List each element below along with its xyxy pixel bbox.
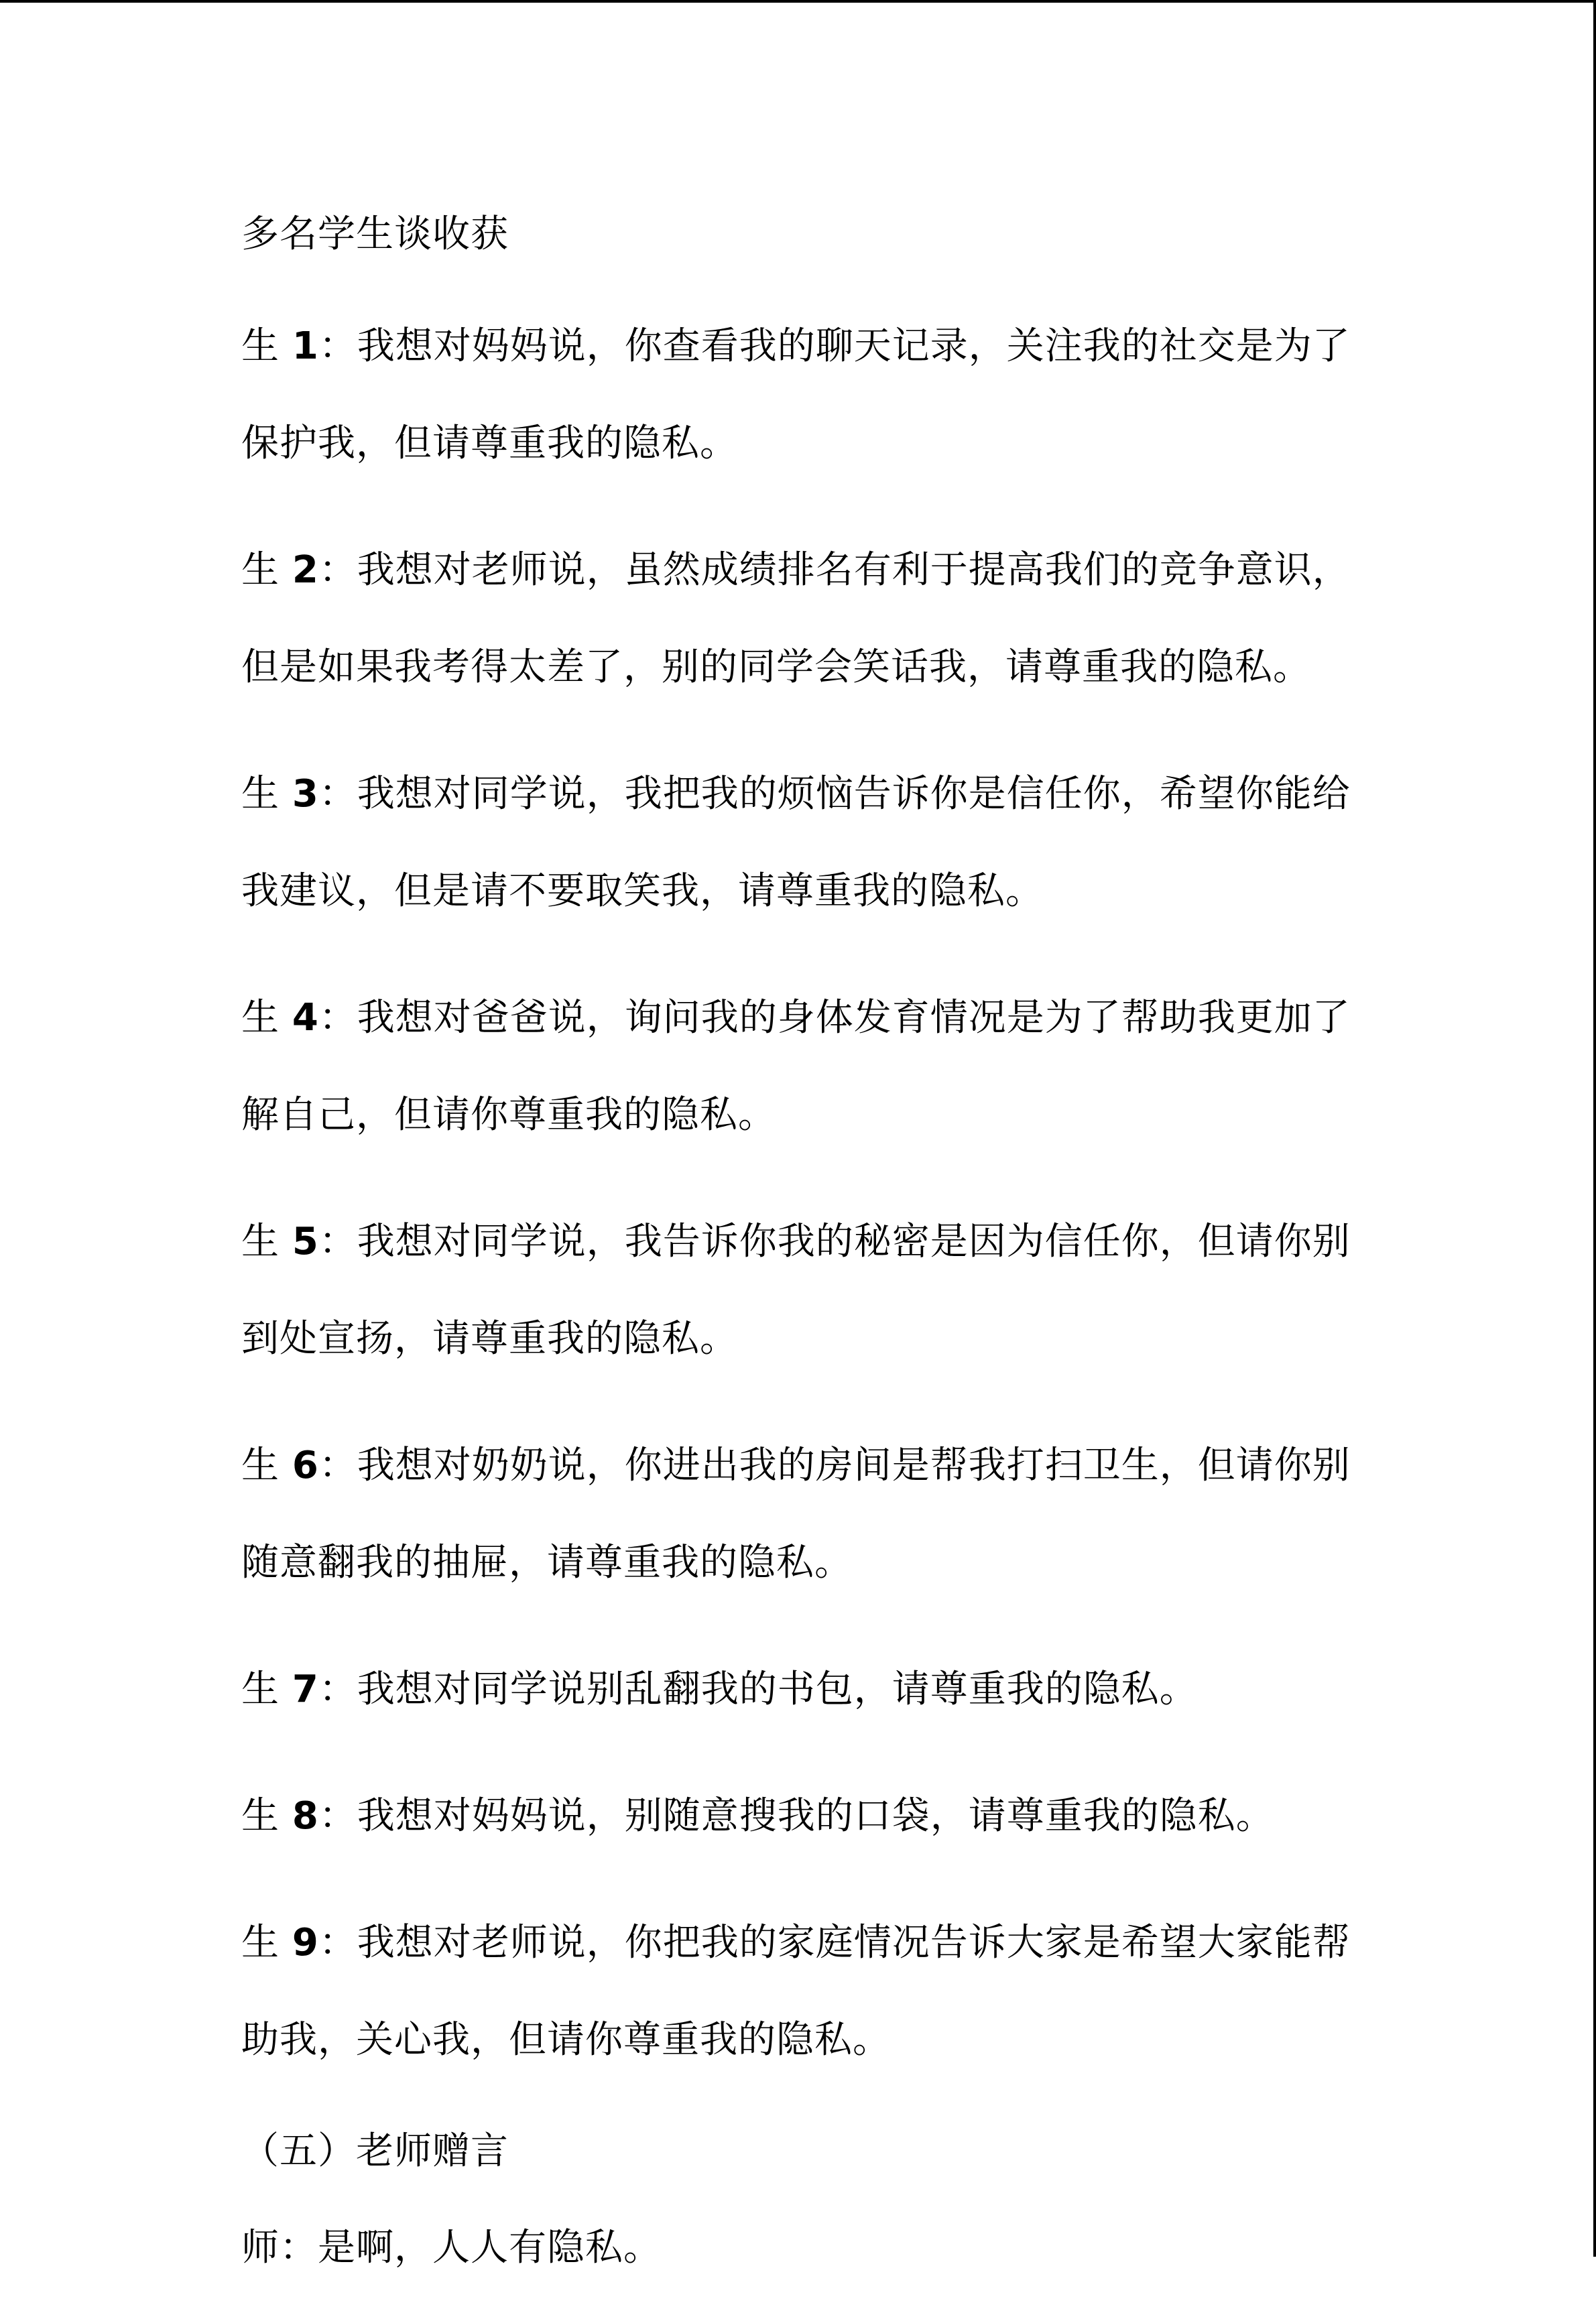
paragraph-line	[241, 1641, 1367, 1738]
speaker-label: 生	[241, 996, 280, 1040]
paragraph-line	[241, 619, 1367, 716]
line-text: ：我想对老师说，你把我的家庭情况告诉大家是希望大家能帮	[318, 1921, 1351, 1964]
section-heading: （五）老师赠言	[241, 2129, 509, 2173]
paragraph-line	[241, 1066, 1367, 1164]
speaker-label: 生	[241, 324, 280, 368]
line-text: ：我想对妈妈说，你查看我的聊天记录，关注我的社交是为了	[318, 324, 1351, 368]
page-right-border	[1593, 0, 1596, 2257]
speaker-label: 生	[241, 1444, 280, 1487]
line-text: 助我，关心我，但请你尊重我的隐私。	[241, 2018, 891, 2062]
line-text: 到处宣扬，请尊重我的隐私。	[241, 1317, 738, 1361]
line-text: ：我想对妈妈说，别随意搜我的口袋，请尊重我的隐私。	[318, 1794, 1274, 1838]
line-text: ：我想对同学说，我告诉你我的秘密是因为信任你，但请你别	[318, 1220, 1351, 1263]
paragraph-line	[241, 1894, 1367, 1991]
paragraph-line	[241, 1991, 1367, 2088]
line-text: ：我想对老师说，虽然成绩排名有利于提高我们的竞争意识，	[318, 548, 1351, 592]
speaker-label: 生	[241, 1794, 280, 1838]
paragraph-line	[241, 745, 1367, 842]
teacher-line: 师：是啊，人人有隐私。	[241, 2226, 662, 2269]
student-paragraph	[241, 745, 1367, 940]
paragraph-line	[241, 1290, 1367, 1387]
student-paragraph	[241, 1417, 1367, 1611]
student-paragraph	[241, 1641, 1367, 1738]
line-text: 解自己，但请你尊重我的隐私。	[241, 1093, 776, 1137]
student-responses	[241, 298, 1367, 2088]
speaker-number: 9	[292, 1921, 319, 1964]
line-text: ：我想对奶奶说，你进出我的房间是帮我打扫卫生，但请你别	[318, 1444, 1351, 1487]
speaker-label: 生	[241, 1921, 280, 1964]
line-text: 随意翻我的抽屉，请尊重我的隐私。	[241, 1541, 853, 1584]
document-body	[241, 201, 1367, 2311]
speaker-number: 8	[292, 1794, 319, 1838]
paragraph-line	[241, 969, 1367, 1066]
student-paragraph	[241, 969, 1367, 1164]
paragraph-line	[241, 842, 1367, 940]
line-text: ：我想对同学说，我把我的烦恼告诉你是信任你，希望你能给	[318, 772, 1351, 816]
paragraph-line	[241, 395, 1367, 492]
student-paragraph	[241, 1193, 1367, 1387]
speaker-label: 生	[241, 1220, 280, 1263]
speaker-number: 3	[292, 772, 319, 816]
student-paragraph	[241, 1894, 1367, 2088]
student-paragraph	[241, 298, 1367, 492]
student-paragraph	[241, 521, 1367, 716]
line-text: 但是如果我考得太差了，别的同学会笑话我，请尊重我的隐私。	[241, 645, 1311, 689]
paragraph-line	[241, 1417, 1367, 1514]
paragraph-line	[241, 1514, 1367, 1611]
paragraph-line	[241, 298, 1367, 395]
line-text: 我建议，但是请不要取笑我，请尊重我的隐私。	[241, 869, 1044, 913]
speaker-number: 4	[292, 996, 319, 1040]
speaker-label: 生	[241, 772, 280, 816]
speaker-label: 生	[241, 548, 280, 592]
student-paragraph	[241, 1767, 1367, 1865]
speaker-label: 生	[241, 1668, 280, 1711]
intro-heading: 多名学生谈收获	[241, 212, 509, 256]
speaker-number: 1	[292, 324, 319, 368]
speaker-number: 2	[292, 548, 319, 592]
paragraph-line	[241, 1767, 1367, 1865]
line-text: 保护我，但请尊重我的隐私。	[241, 422, 738, 465]
line-text: ：我想对同学说别乱翻我的书包，请尊重我的隐私。	[318, 1668, 1198, 1711]
speaker-number: 6	[292, 1444, 319, 1487]
paragraph-line	[241, 1193, 1367, 1290]
page-top-border	[0, 0, 1596, 3]
speaker-number: 7	[292, 1668, 319, 1711]
paragraph-line	[241, 521, 1367, 619]
line-text: ：我想对爸爸说，询问我的身体发育情况是为了帮助我更加了	[318, 996, 1351, 1040]
speaker-number: 5	[292, 1220, 319, 1263]
